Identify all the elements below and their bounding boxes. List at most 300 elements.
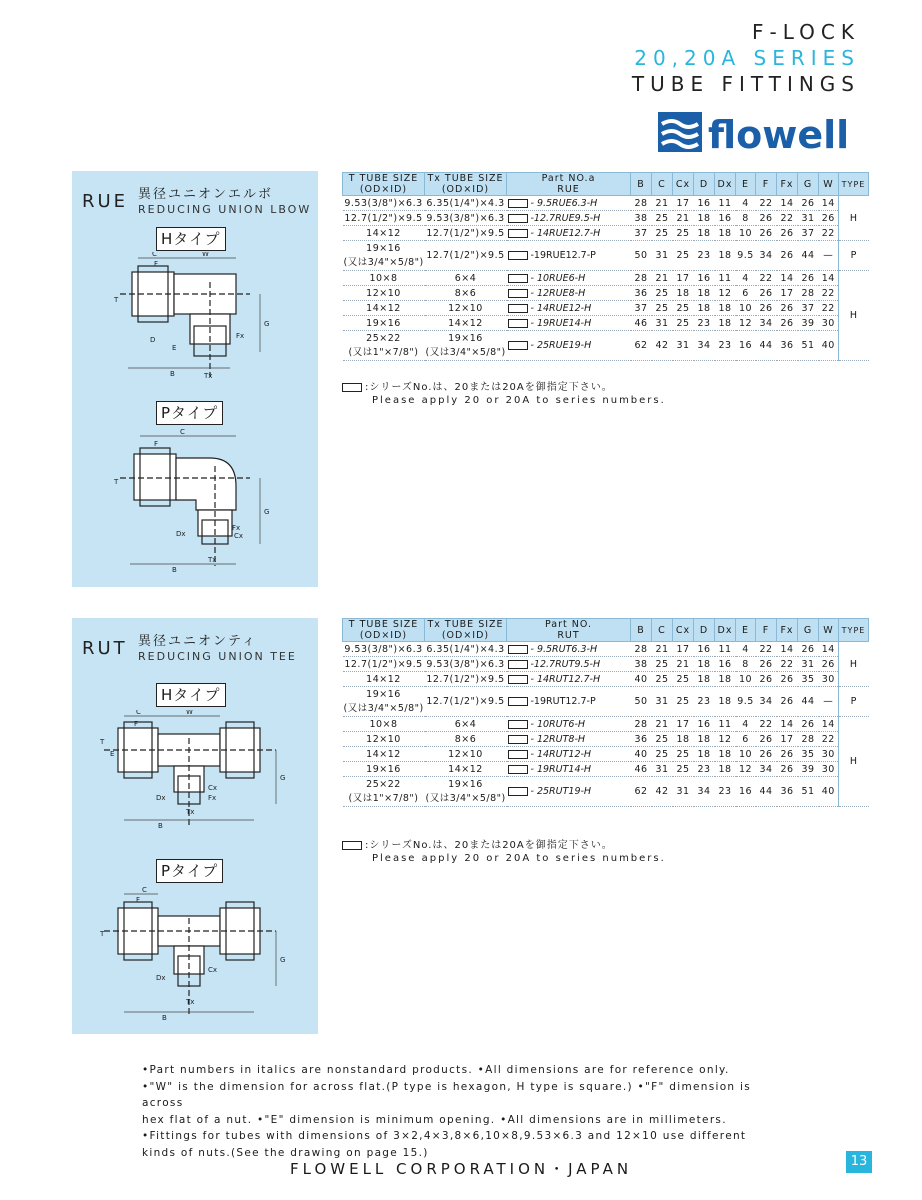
- dim-cell: 16: [736, 331, 756, 361]
- dim-cell: 11: [715, 196, 736, 211]
- placeholder-box-icon: [508, 289, 528, 298]
- t-size-cell: 14×12: [343, 226, 425, 241]
- svg-text:Tx: Tx: [208, 556, 217, 564]
- dim-cell: 4: [736, 642, 756, 657]
- col-dim-d: D: [694, 173, 715, 196]
- dim-cell: 4: [736, 717, 756, 732]
- dim-cell: 25: [652, 301, 673, 316]
- dim-cell: 18: [715, 747, 736, 762]
- svg-text:C: C: [152, 252, 157, 258]
- col-dim-fx: Fx: [777, 619, 798, 642]
- col-dim-w: W: [819, 173, 839, 196]
- dim-cell: 11: [715, 717, 736, 732]
- dim-cell: 18: [715, 226, 736, 241]
- dim-cell: 44: [756, 331, 777, 361]
- dim-cell: 31: [798, 211, 819, 226]
- dim-cell: 18: [715, 241, 736, 271]
- dim-cell: 22: [756, 271, 777, 286]
- placeholder-box-icon: [508, 319, 528, 328]
- svg-text:Dx: Dx: [176, 530, 186, 538]
- table-row: [343, 657, 869, 672]
- svg-text:Tx: Tx: [186, 808, 195, 816]
- dim-cell: 25: [652, 747, 673, 762]
- svg-text:Dx: Dx: [156, 794, 166, 802]
- dim-cell: 22: [819, 226, 839, 241]
- type-cell: P: [839, 687, 869, 717]
- dim-cell: 18: [694, 301, 715, 316]
- col-dim-g: G: [798, 173, 819, 196]
- t-size-cell: 14×12: [343, 301, 425, 316]
- dim-cell: 12: [736, 762, 756, 777]
- dim-cell: 6: [736, 732, 756, 747]
- rue-en-title: REDUCING UNION LBOW: [138, 203, 312, 216]
- col-part-no: [507, 619, 631, 642]
- tx-size-cell: 12.7(1/2")×9.5: [426, 227, 505, 239]
- dim-cell: 34: [756, 316, 777, 331]
- svg-text:T: T: [100, 930, 105, 938]
- dim-cell: 22: [819, 286, 839, 301]
- svg-text:E: E: [110, 750, 115, 758]
- dim-cell: 31: [652, 316, 673, 331]
- dim-cell: 40: [631, 672, 652, 687]
- dim-cell: 25: [652, 657, 673, 672]
- dim-cell: 26: [777, 762, 798, 777]
- col-dim-dx: Dx: [715, 619, 736, 642]
- placeholder-box-icon: [508, 645, 528, 654]
- tx-size-cell: 12.7(1/2")×9.5: [425, 241, 507, 271]
- svg-text:B: B: [158, 822, 163, 830]
- dim-cell: 8: [736, 657, 756, 672]
- dim-cell: 25: [652, 672, 673, 687]
- dim-cell: 21: [652, 196, 673, 211]
- tx-size-cell: 9.53(3/8")×6.3: [426, 212, 505, 224]
- dim-cell: 25: [673, 301, 694, 316]
- dim-cell: 37: [631, 301, 652, 316]
- svg-text:F: F: [136, 896, 141, 904]
- dim-cell: 26: [777, 226, 798, 241]
- dim-cell: 62: [631, 331, 652, 361]
- svg-text:D: D: [150, 336, 156, 344]
- dim-cell: 14: [819, 196, 839, 211]
- col-part-no: [507, 173, 631, 196]
- dim-cell: 21: [652, 642, 673, 657]
- svg-text:B: B: [172, 566, 177, 574]
- header-title-flock: F-LOCK: [752, 20, 860, 44]
- col-dim-w: W: [819, 619, 839, 642]
- part-number-cell: - 9.5RUE6.3-H: [507, 196, 631, 211]
- part-number-cell: - 19RUE14-H: [507, 316, 631, 331]
- dim-cell: 25: [673, 762, 694, 777]
- type-cell: H: [839, 717, 869, 807]
- dim-cell: 21: [652, 717, 673, 732]
- part-number-cell: -19RUE12.7-P: [507, 241, 631, 271]
- dim-cell: 12: [715, 732, 736, 747]
- dim-cell: 18: [694, 747, 715, 762]
- svg-text:F: F: [154, 440, 159, 448]
- dim-cell: 22: [777, 211, 798, 226]
- dim-cell: 25: [652, 286, 673, 301]
- placeholder-box-icon: [508, 750, 528, 759]
- dim-cell: 17: [673, 196, 694, 211]
- placeholder-box-icon: [508, 675, 528, 684]
- dim-cell: 18: [715, 672, 736, 687]
- table-row: [343, 211, 869, 226]
- rue-h-type-drawing: [110, 252, 290, 392]
- dim-cell: 26: [756, 732, 777, 747]
- svg-text:G: G: [280, 956, 286, 964]
- dim-cell: 26: [756, 226, 777, 241]
- dim-cell: 25: [673, 226, 694, 241]
- footer-company: FLOWELL CORPORATION・JAPAN: [290, 1160, 633, 1178]
- rue-series-note-jp-text: :シリーズNo.は、20または20Aを御指定下さい。: [365, 382, 613, 393]
- dim-cell: 14: [819, 717, 839, 732]
- dim-cell: 30: [819, 316, 839, 331]
- dim-cell: 14: [777, 717, 798, 732]
- dim-cell: 23: [694, 241, 715, 271]
- t-size-cell: 9.53(3/8")×6.3: [344, 643, 423, 655]
- table-row: [343, 241, 869, 271]
- dim-cell: 39: [798, 316, 819, 331]
- tx-size-cell: 6×4: [425, 271, 507, 286]
- dim-cell: 36: [777, 777, 798, 807]
- t-size-cell: 12.7(1/2")×9.5: [344, 212, 423, 224]
- dim-cell: 28: [798, 732, 819, 747]
- footnote-line: •"W" is the dimension for across flat.(P type is hexagon, H type is square.) •"F" dimension is across: [142, 1080, 751, 1109]
- dim-cell: 36: [777, 331, 798, 361]
- col-dim-cx: Cx: [673, 619, 694, 642]
- dim-cell: 14: [819, 271, 839, 286]
- dim-cell: 18: [715, 762, 736, 777]
- dim-cell: 31: [652, 762, 673, 777]
- dim-cell: 26: [777, 241, 798, 271]
- dim-cell: 37: [798, 301, 819, 316]
- col-t-tube-size: [343, 619, 425, 642]
- svg-text:G: G: [264, 320, 270, 328]
- table-row: [343, 331, 869, 361]
- type-cell: H: [839, 271, 869, 361]
- page-number: 13: [846, 1151, 872, 1173]
- col-tx-tube-size-sub: (OD×ID): [441, 630, 490, 641]
- t-size-cell: 14×12: [343, 672, 425, 687]
- col-dim-c: C: [652, 173, 673, 196]
- placeholder-box-icon: [508, 341, 528, 350]
- footnotes: [142, 1062, 782, 1161]
- dim-cell: —: [819, 687, 839, 717]
- rut-series-note-en: Please apply 20 or 20A to series numbers.: [372, 853, 666, 864]
- rue-spec-table: [342, 172, 869, 361]
- dim-cell: 14: [777, 271, 798, 286]
- rue-series-note-en: Please apply 20 or 20A to series numbers.: [372, 395, 666, 406]
- svg-text:F: F: [134, 720, 139, 728]
- dim-cell: 11: [715, 642, 736, 657]
- dim-cell: 30: [819, 747, 839, 762]
- dim-cell: 26: [777, 316, 798, 331]
- dim-cell: 28: [798, 286, 819, 301]
- dim-cell: 31: [652, 687, 673, 717]
- type-cell: H: [839, 642, 869, 687]
- dim-cell: 46: [631, 316, 652, 331]
- rut-en-title: REDUCING UNION TEE: [138, 650, 297, 663]
- dim-cell: 21: [652, 271, 673, 286]
- dim-cell: 18: [673, 732, 694, 747]
- dim-cell: 16: [694, 642, 715, 657]
- placeholder-box-icon: [508, 229, 528, 238]
- dim-cell: 42: [652, 777, 673, 807]
- dim-cell: 28: [631, 196, 652, 211]
- tx-size-cell: 12×10: [425, 301, 507, 316]
- part-number-cell: - 12RUE8-H: [507, 286, 631, 301]
- dim-cell: 35: [798, 672, 819, 687]
- dim-cell: 16: [694, 196, 715, 211]
- placeholder-box-icon: [508, 720, 528, 729]
- svg-text:Cx: Cx: [208, 966, 218, 974]
- dim-cell: 26: [819, 211, 839, 226]
- dim-cell: 51: [798, 777, 819, 807]
- dim-cell: 25: [652, 226, 673, 241]
- dim-cell: 37: [798, 226, 819, 241]
- tx-size-cell: 12×10: [425, 747, 507, 762]
- part-number-cell: - 14RUE12.7-H: [507, 226, 631, 241]
- dim-cell: 28: [631, 271, 652, 286]
- dim-cell: 16: [694, 717, 715, 732]
- rut-p-type-label: Pタイプ: [156, 859, 223, 883]
- rue-series-note-jp: [342, 378, 613, 393]
- svg-text:C: C: [136, 710, 141, 716]
- col-dim-e: E: [736, 619, 756, 642]
- dim-cell: 16: [715, 657, 736, 672]
- dim-cell: 22: [777, 657, 798, 672]
- t-size-cell: 12×10: [343, 732, 425, 747]
- tx-size-cell: 12.7(1/2")×9.5: [425, 687, 507, 717]
- dim-cell: 21: [673, 211, 694, 226]
- rut-h-type-drawing: [96, 710, 296, 840]
- dim-cell: 23: [694, 762, 715, 777]
- table-row: [343, 301, 869, 316]
- dim-cell: 16: [694, 271, 715, 286]
- col-tx-tube-size-label: Tx TUBE SIZE: [427, 173, 504, 184]
- part-number-cell: -12.7RUE9.5-H: [507, 211, 631, 226]
- dim-cell: 25: [673, 241, 694, 271]
- col-dim-b: B: [631, 619, 652, 642]
- col-type: TYPE: [839, 173, 869, 196]
- dim-cell: 12: [715, 286, 736, 301]
- part-number-cell: - 25RUT19-H: [507, 777, 631, 807]
- rut-p-type-drawing: [96, 886, 296, 1026]
- dim-cell: 18: [715, 316, 736, 331]
- dim-cell: 26: [777, 672, 798, 687]
- table-row: [343, 762, 869, 777]
- t-size-cell: 10×8: [343, 717, 425, 732]
- dim-cell: 46: [631, 762, 652, 777]
- rue-h-type-label: Hタイプ: [156, 227, 226, 251]
- part-number-cell: -19RUT12.7-P: [507, 687, 631, 717]
- dim-cell: 17: [673, 642, 694, 657]
- footnote-line: •Fittings for tubes with dimensions of 3×2,4×3,8×6,10×8,9.53×6.3 and 12×10 use different: [142, 1130, 747, 1142]
- dim-cell: 31: [652, 241, 673, 271]
- t-size-cell: 10×8: [343, 271, 425, 286]
- dim-cell: 34: [756, 762, 777, 777]
- dim-cell: 25: [673, 316, 694, 331]
- table-row: [343, 687, 869, 717]
- col-t-tube-size-sub: (OD×ID): [359, 630, 408, 641]
- table-row: [343, 732, 869, 747]
- dim-cell: 16: [736, 777, 756, 807]
- table-row: [343, 747, 869, 762]
- placeholder-box-icon: [508, 765, 528, 774]
- dim-cell: 44: [798, 687, 819, 717]
- dim-cell: 26: [756, 657, 777, 672]
- dim-cell: 30: [819, 672, 839, 687]
- placeholder-box-icon: [508, 697, 528, 706]
- rut-spec-table: [342, 618, 869, 807]
- dim-cell: 50: [631, 687, 652, 717]
- svg-text:B: B: [162, 1014, 167, 1022]
- svg-text:Cx: Cx: [208, 784, 218, 792]
- svg-text:Cx: Cx: [234, 532, 244, 540]
- table-row: [343, 777, 869, 807]
- svg-text:Dx: Dx: [156, 974, 166, 982]
- t-size-cell: 19×16 (又は3/4"×5/8"): [343, 241, 425, 271]
- dim-cell: 50: [631, 241, 652, 271]
- logo-text: flowell: [708, 113, 850, 156]
- placeholder-box-icon: [342, 383, 362, 392]
- dim-cell: 26: [756, 747, 777, 762]
- dim-cell: 18: [715, 301, 736, 316]
- t-size-cell: 25×22 (又は1"×7/8"): [343, 777, 425, 807]
- part-number-cell: -12.7RUT9.5-H: [507, 657, 631, 672]
- dim-cell: 14: [777, 196, 798, 211]
- svg-text:T: T: [114, 478, 119, 486]
- tx-size-cell: 8×6: [425, 286, 507, 301]
- table-row: [343, 226, 869, 241]
- placeholder-box-icon: [508, 199, 528, 208]
- col-dim-c: C: [652, 619, 673, 642]
- part-number-cell: - 14RUE12-H: [507, 301, 631, 316]
- dim-cell: 34: [694, 777, 715, 807]
- dim-cell: 28: [631, 642, 652, 657]
- dim-cell: 26: [798, 271, 819, 286]
- dim-cell: 14: [819, 642, 839, 657]
- dim-cell: 28: [631, 717, 652, 732]
- placeholder-box-icon: [508, 251, 528, 260]
- placeholder-box-icon: [508, 660, 528, 669]
- part-number-cell: - 14RUT12-H: [507, 747, 631, 762]
- col-dim-f: F: [756, 619, 777, 642]
- flowell-logo: [658, 110, 874, 156]
- col-t-tube-size-label: T TUBE SIZE: [348, 619, 419, 630]
- col-dim-dx: Dx: [715, 173, 736, 196]
- dim-cell: 35: [798, 747, 819, 762]
- col-tx-tube-size-label: Tx TUBE SIZE: [427, 619, 504, 630]
- svg-text:W: W: [202, 252, 209, 258]
- col-tx-tube-size: [425, 173, 507, 196]
- footnote-line: •Part numbers in italics are nonstandard products. •All dimensions are for reference only.: [142, 1064, 730, 1076]
- svg-text:Tx: Tx: [186, 998, 195, 1006]
- dim-cell: 39: [798, 762, 819, 777]
- col-t-tube-size-label: T TUBE SIZE: [348, 173, 419, 184]
- dim-cell: 38: [631, 211, 652, 226]
- dim-cell: 31: [673, 331, 694, 361]
- footnote-line: kinds of nuts.(See the drawing on page 15.): [142, 1146, 429, 1159]
- table-row: [343, 271, 869, 286]
- dim-cell: 34: [756, 687, 777, 717]
- svg-text:Fx: Fx: [208, 794, 217, 802]
- rue-code: RUE: [82, 191, 129, 212]
- table-row: [343, 286, 869, 301]
- dim-cell: 31: [798, 657, 819, 672]
- dim-cell: 22: [756, 717, 777, 732]
- tx-size-cell: 6.35(1/4")×4.3: [426, 197, 505, 209]
- dim-cell: 9.5: [736, 241, 756, 271]
- svg-text:E: E: [172, 344, 177, 352]
- header-series: 20,20A SERIES: [634, 46, 860, 70]
- dim-cell: 22: [756, 642, 777, 657]
- tx-size-cell: 8×6: [425, 732, 507, 747]
- part-number-cell: - 9.5RUT6.3-H: [507, 642, 631, 657]
- dim-cell: 44: [756, 777, 777, 807]
- dim-cell: 17: [673, 717, 694, 732]
- dim-cell: 26: [777, 687, 798, 717]
- dim-cell: 31: [673, 777, 694, 807]
- dim-cell: 36: [631, 286, 652, 301]
- dim-cell: —: [819, 241, 839, 271]
- t-size-cell: 19×16 (又は3/4"×5/8"): [343, 687, 425, 717]
- dim-cell: 12: [736, 316, 756, 331]
- dim-cell: 18: [673, 286, 694, 301]
- tx-size-cell: 6.35(1/4")×4.3: [426, 643, 505, 655]
- table-row: [343, 717, 869, 732]
- part-number-cell: - 10RUE6-H: [507, 271, 631, 286]
- dim-cell: 22: [819, 301, 839, 316]
- col-dim-d: D: [694, 619, 715, 642]
- tx-size-cell: 9.53(3/8")×6.3: [426, 658, 505, 670]
- col-part-no-sub: RUE: [557, 184, 580, 195]
- col-dim-g: G: [798, 619, 819, 642]
- dim-cell: 26: [756, 211, 777, 226]
- dim-cell: 10: [736, 672, 756, 687]
- dim-cell: 17: [777, 286, 798, 301]
- table-row: [343, 196, 869, 211]
- tx-size-cell: 14×12: [425, 316, 507, 331]
- dim-cell: 23: [715, 331, 736, 361]
- svg-text:W: W: [186, 710, 193, 716]
- dim-cell: 40: [631, 747, 652, 762]
- col-dim-cx: Cx: [673, 173, 694, 196]
- dim-cell: 26: [798, 717, 819, 732]
- rut-series-note-jp-text: :シリーズNo.は、20または20Aを御指定下さい。: [365, 840, 613, 851]
- svg-text:F: F: [154, 260, 159, 268]
- rue-p-type-drawing: [110, 426, 290, 576]
- dim-cell: 26: [777, 301, 798, 316]
- col-t-tube-size: [343, 173, 425, 196]
- dim-cell: 6: [736, 286, 756, 301]
- dim-cell: 36: [631, 732, 652, 747]
- header-product-type: TUBE FITTINGS: [631, 72, 860, 96]
- placeholder-box-icon: [342, 841, 362, 850]
- part-number-cell: - 14RUT12.7-H: [507, 672, 631, 687]
- table-row: [343, 316, 869, 331]
- part-number-cell: - 25RUE19-H: [507, 331, 631, 361]
- t-size-cell: 19×16: [343, 762, 425, 777]
- dim-cell: 4: [736, 196, 756, 211]
- dim-cell: 10: [736, 301, 756, 316]
- dim-cell: 25: [652, 732, 673, 747]
- svg-text:C: C: [180, 428, 185, 436]
- dim-cell: 23: [694, 316, 715, 331]
- dim-cell: 14: [777, 642, 798, 657]
- dim-cell: 37: [631, 226, 652, 241]
- dim-cell: 26: [756, 286, 777, 301]
